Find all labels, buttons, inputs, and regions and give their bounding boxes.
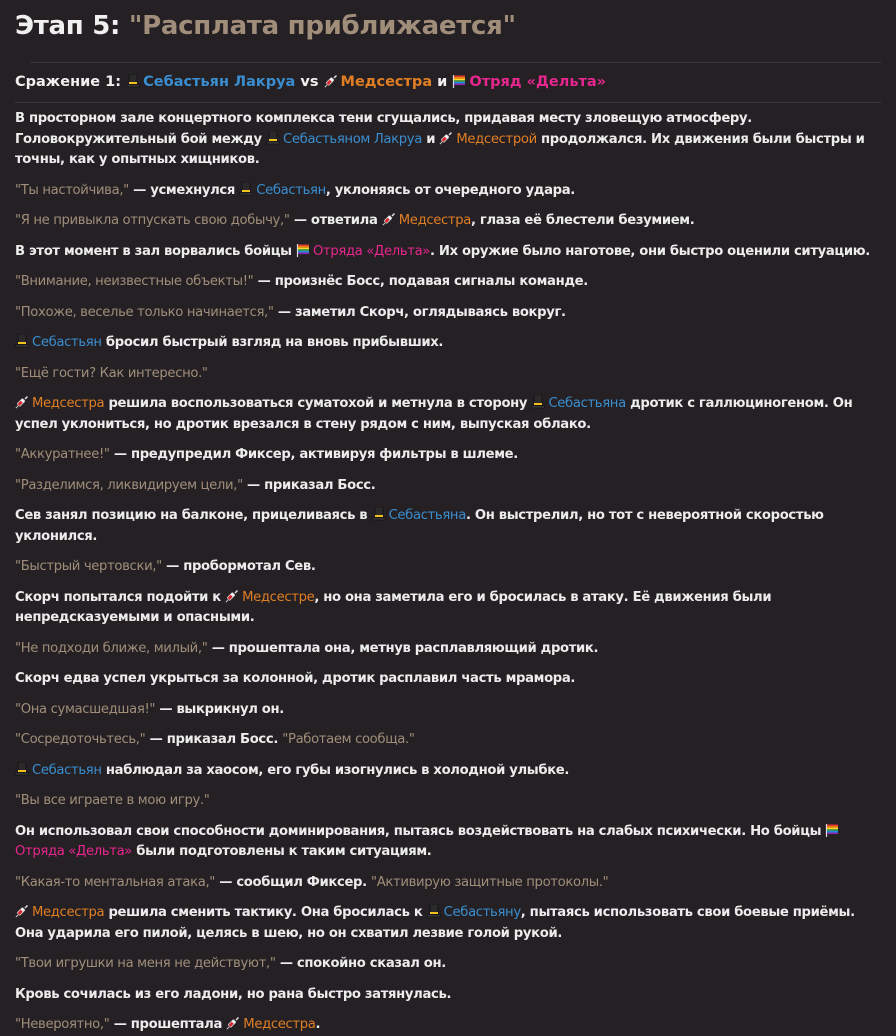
dialogue-quote: "Разделимся, ликвидируем цели," — [15, 477, 243, 493]
top-hat-icon — [126, 74, 140, 88]
narration-text: бросил быстрый взгляд на вновь прибывших. — [105, 335, 444, 350]
dialogue-quote: "Ты настойчива," — [15, 182, 129, 198]
top-hat-icon — [266, 131, 280, 145]
narration-text: — пробормотал Сев. — [166, 559, 316, 574]
narration-text: — спокойно сказал он. — [279, 956, 446, 971]
story-paragraph — [15, 903, 881, 944]
syringe-icon — [226, 1016, 240, 1030]
character-nurse: Медсестрой — [456, 131, 537, 147]
dialogue-quote: "Какая-то ментальная атака," — [15, 874, 216, 890]
dialogue-quote: "Она сумасшедшая!" — [15, 701, 156, 717]
character-nurse: Медсестра — [398, 213, 471, 228]
story-paragraph — [15, 333, 881, 354]
character-nurse: Медсестре — [242, 589, 315, 605]
narration-text: — выкрикнул он. — [159, 701, 284, 717]
syringe-icon — [15, 395, 29, 409]
story-paragraph — [15, 822, 881, 863]
top-hat-icon — [15, 762, 29, 776]
story-paragraph — [15, 761, 881, 782]
top-hat-icon — [15, 334, 29, 348]
narration-text: В этот момент в зал ворвались бойцы — [15, 243, 292, 259]
narration-text: Кровь сочилась из его ладони, но рана быстро затянулась. — [15, 986, 452, 1002]
narration-text: продолжался. Их движения были быстры и точны, как у опытных хищников. — [15, 131, 865, 167]
story-paragraph — [15, 109, 881, 171]
narration-text: решила сменить тактику. Она бросилась к — [108, 905, 423, 920]
fighter-nurse: Медсестра — [340, 74, 433, 90]
narration-text: Сев занял позицию на балконе, прицеливаясь в — [15, 508, 368, 523]
narration-text: , уклоняясь от очередного удара. — [325, 182, 575, 198]
dialogue-quote: "Не подходи ближе, милый," — [15, 640, 208, 656]
character-sebastian: Себастьян — [32, 335, 102, 350]
narration-text: — сообщил Фиксер. — [219, 874, 367, 890]
narration-text: — приказал Босс. — [247, 477, 376, 493]
story-paragraph — [15, 364, 881, 385]
story-paragraph — [15, 639, 881, 660]
story-paragraph — [15, 588, 881, 629]
story-paragraph — [15, 476, 881, 497]
dialogue-quote: "Похоже, веселье только начинается," — [15, 304, 274, 320]
dialogue-quote: "Ещё гости? Как интересно." — [15, 365, 208, 381]
narration-text: — произнёс Босс, подавая сигналы команде. — [257, 274, 588, 289]
narration-text: . Их оружие было наготове, они быстро оценили ситуацию. — [430, 243, 870, 259]
syringe-icon — [225, 589, 239, 603]
story-paragraph — [15, 272, 881, 293]
narration-text: . — [315, 1017, 321, 1032]
narration-text: , пытаясь использовать свои боевые приёмы. Она ударила его пилой, целясь в шею, но он схватил лезвие голой рукой. — [15, 905, 855, 941]
dialogue-quote: "Невероятно," — [15, 1017, 110, 1032]
stage-title: "Расплата приближается" — [128, 11, 516, 41]
story-paragraph — [15, 506, 881, 547]
story-paragraph — [15, 985, 881, 1006]
story-paragraph — [15, 181, 881, 202]
rainbow-flag-icon — [825, 823, 839, 837]
story-paragraph — [15, 700, 881, 721]
dialogue-quote: "Работаем сообща." — [282, 732, 415, 747]
character-sebastian: Себастьян — [32, 762, 102, 778]
story-paragraph — [15, 211, 881, 232]
syringe-icon — [439, 131, 453, 145]
story-paragraph — [15, 730, 881, 751]
narration-text: Скорч попытался подойти к — [15, 589, 221, 605]
story-paragraph — [15, 954, 881, 975]
dialogue-quote: "Активирую защитные протоколы." — [371, 874, 609, 890]
fighter-delta-squad: Отряд «Дельта» — [469, 74, 607, 90]
rainbow-flag-icon — [452, 74, 466, 88]
story-paragraph — [15, 1015, 881, 1036]
narration-text: , глаза её блестели безумием. — [471, 213, 695, 228]
story-paragraph — [15, 303, 881, 324]
story-paragraph — [15, 242, 881, 263]
character-nurse: Медсестра — [32, 905, 105, 920]
story-paragraph — [15, 445, 881, 466]
character-sebastian: Себастьяном Лакруа — [283, 131, 422, 147]
dialogue-quote: "Аккуратнее!" — [15, 447, 110, 462]
narration-text: — приказал Босс. — [149, 732, 278, 747]
story-paragraph — [15, 873, 881, 894]
story-paragraph — [15, 394, 881, 435]
dialogue-quote: "Твои игрушки на меня не действуют," — [15, 956, 276, 971]
dialogue-quote: "Быстрый чертовски," — [15, 559, 162, 574]
fighter-sebastian: Себастьян Лакруа — [143, 74, 296, 90]
character-sebastian: Себастьяна — [388, 508, 466, 523]
narration-text: В просторном зале концертного комплекса тени сгущались, придавая месту зловещую атмосферу. Головокружительный бой между — [15, 111, 752, 147]
rainbow-flag-icon — [296, 243, 310, 257]
and-label: и — [437, 74, 448, 90]
top-hat-icon — [427, 904, 441, 918]
narration-text: Скорч едва успел укрыться за колонной, дротик расплавил часть мрамора. — [15, 671, 576, 686]
character-nurse: Медсестра — [243, 1017, 316, 1032]
narration-text: — прошептала она, метнув расплавляющий дротик. — [211, 640, 599, 656]
narration-text: — прошептала — [113, 1017, 223, 1032]
top-hat-icon — [372, 507, 386, 521]
syringe-icon — [382, 212, 396, 226]
story-paragraph — [15, 669, 881, 690]
narration-text: наблюдал за хаосом, его губы изогнулись в холодной улыбке. — [105, 762, 570, 778]
battle-heading — [15, 63, 881, 102]
character-sebastian: Себастьяну — [443, 905, 521, 920]
syringe-icon — [324, 74, 338, 88]
story-body — [15, 109, 881, 1036]
narration-text: — усмехнулся — [133, 182, 235, 198]
dialogue-quote: "Я не привыкла отпускать свою добычу," — [15, 213, 290, 228]
narration-text: дротик с галлюциногеном. Он успел уклониться, но дротик врезался в стену рядом с ним, выпуская облако. — [15, 396, 853, 432]
narration-text: и — [426, 131, 436, 147]
stage-heading — [15, 0, 881, 54]
narration-text: — предупредил Фиксер, активируя фильтры в шлеме. — [113, 447, 518, 462]
narration-text: были подготовлены к таким ситуациям. — [136, 844, 432, 859]
narration-text: — ответила — [293, 213, 378, 228]
character-nurse: Медсестра — [32, 396, 105, 411]
battle-label: Сражение 1: — [15, 74, 122, 90]
top-hat-icon — [531, 395, 545, 409]
character-delta-squad: Отряда «Дельта» — [313, 243, 431, 259]
story-paragraph — [15, 557, 881, 578]
dialogue-quote: "Сосредоточьтесь," — [15, 732, 146, 747]
story-paragraph — [15, 791, 881, 812]
vs-label: vs — [300, 74, 319, 90]
character-sebastian: Себастьяна — [548, 396, 626, 411]
narration-text: , но она заметила его и бросилась в атаку. Её движения были непредсказуемыми и опасными. — [15, 589, 772, 625]
narration-text: решила воспользоваться суматохой и метнула в сторону — [108, 396, 528, 411]
character-sebastian: Себастьян — [256, 182, 326, 198]
top-hat-icon — [239, 182, 253, 196]
stage-label: Этап 5: — [15, 11, 121, 41]
syringe-icon — [15, 904, 29, 918]
dialogue-quote: "Внимание, неизвестные объекты!" — [15, 274, 254, 289]
narration-text: . Он выстрелил, но тот с невероятной скоростью уклонился. — [15, 508, 824, 544]
dialogue-quote: "Вы все играете в мою игру." — [15, 793, 210, 808]
character-delta-squad: Отряда «Дельта» — [15, 844, 133, 859]
narration-text: Он использовал свои способности доминирования, пытаясь воздействовать на слабых психически. Но бойцы — [15, 823, 822, 839]
narration-text: — заметил Скорч, оглядываясь вокруг. — [277, 304, 566, 320]
divider — [15, 102, 881, 103]
